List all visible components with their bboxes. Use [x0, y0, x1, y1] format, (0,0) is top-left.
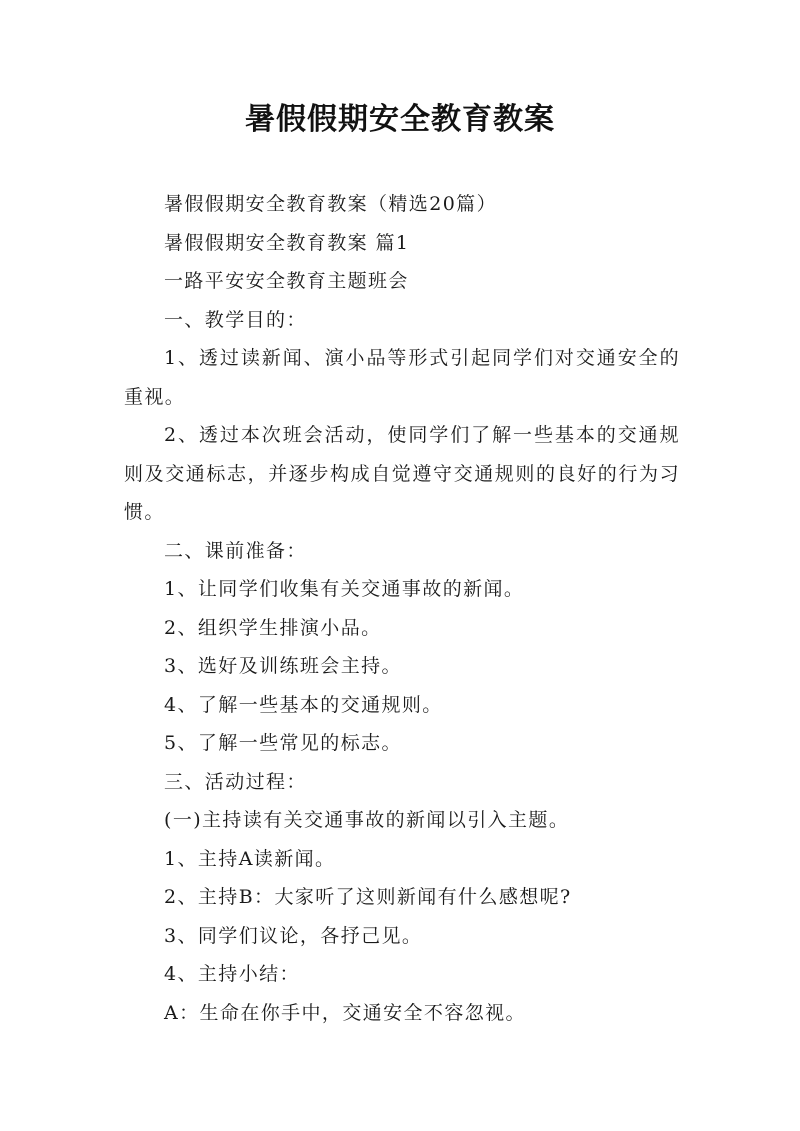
paragraph-summary-a: A：生命在你手中，交通安全不容忽视。 — [164, 1001, 526, 1024]
paragraph-process-intro: (一)主持读有关交通事故的新闻以引入主题。 — [164, 809, 570, 831]
document-title: 暑假假期安全教育教案 — [245, 102, 555, 137]
paragraph-heading-process: 三、活动过程： — [164, 770, 307, 793]
paragraph-objective-2: 2、透过本次班会活动，使同学们了解一些基本的交通规则及交通标志，并逐步构成自觉遵守交通规则的良好的行为习惯。 — [124, 424, 680, 523]
paragraph-process-2: 2、主持B：大家听了这则新闻有什么感想呢? — [164, 886, 572, 908]
paragraph-heading-objectives: 一、教学目的： — [164, 308, 307, 331]
paragraph-section-heading: 暑假假期安全教育教案 篇1 — [164, 231, 410, 254]
paragraph-subtitle: 暑假假期安全教育教案（精选20篇） — [164, 193, 497, 215]
paragraph-prep-2: 2、组织学生排演小品。 — [164, 616, 382, 639]
paragraph-prep-4: 4、了解一些基本的交通规则。 — [164, 693, 443, 716]
paragraph-heading-preparation: 二、课前准备： — [164, 539, 307, 562]
paragraph-prep-5: 5、了解一些常见的标志。 — [164, 732, 402, 754]
paragraph-prep-1: 1、让同学们收集有关交通事故的新闻。 — [164, 578, 525, 600]
paragraph-process-4: 4、主持小结： — [164, 963, 300, 985]
paragraph-process-3: 3、同学们议论，各抒己见。 — [164, 924, 423, 947]
paragraph-theme: 一路平安安全教育主题班会 — [164, 270, 409, 292]
document-body — [124, 185, 680, 1032]
paragraph-prep-3: 3、选好及训练班会主持。 — [164, 655, 402, 677]
paragraph-process-1: 1、主持A读新闻。 — [164, 847, 336, 870]
paragraph-objective-1: 1、透过读新闻、演小品等形式引起同学们对交通安全的重视。 — [124, 347, 680, 408]
